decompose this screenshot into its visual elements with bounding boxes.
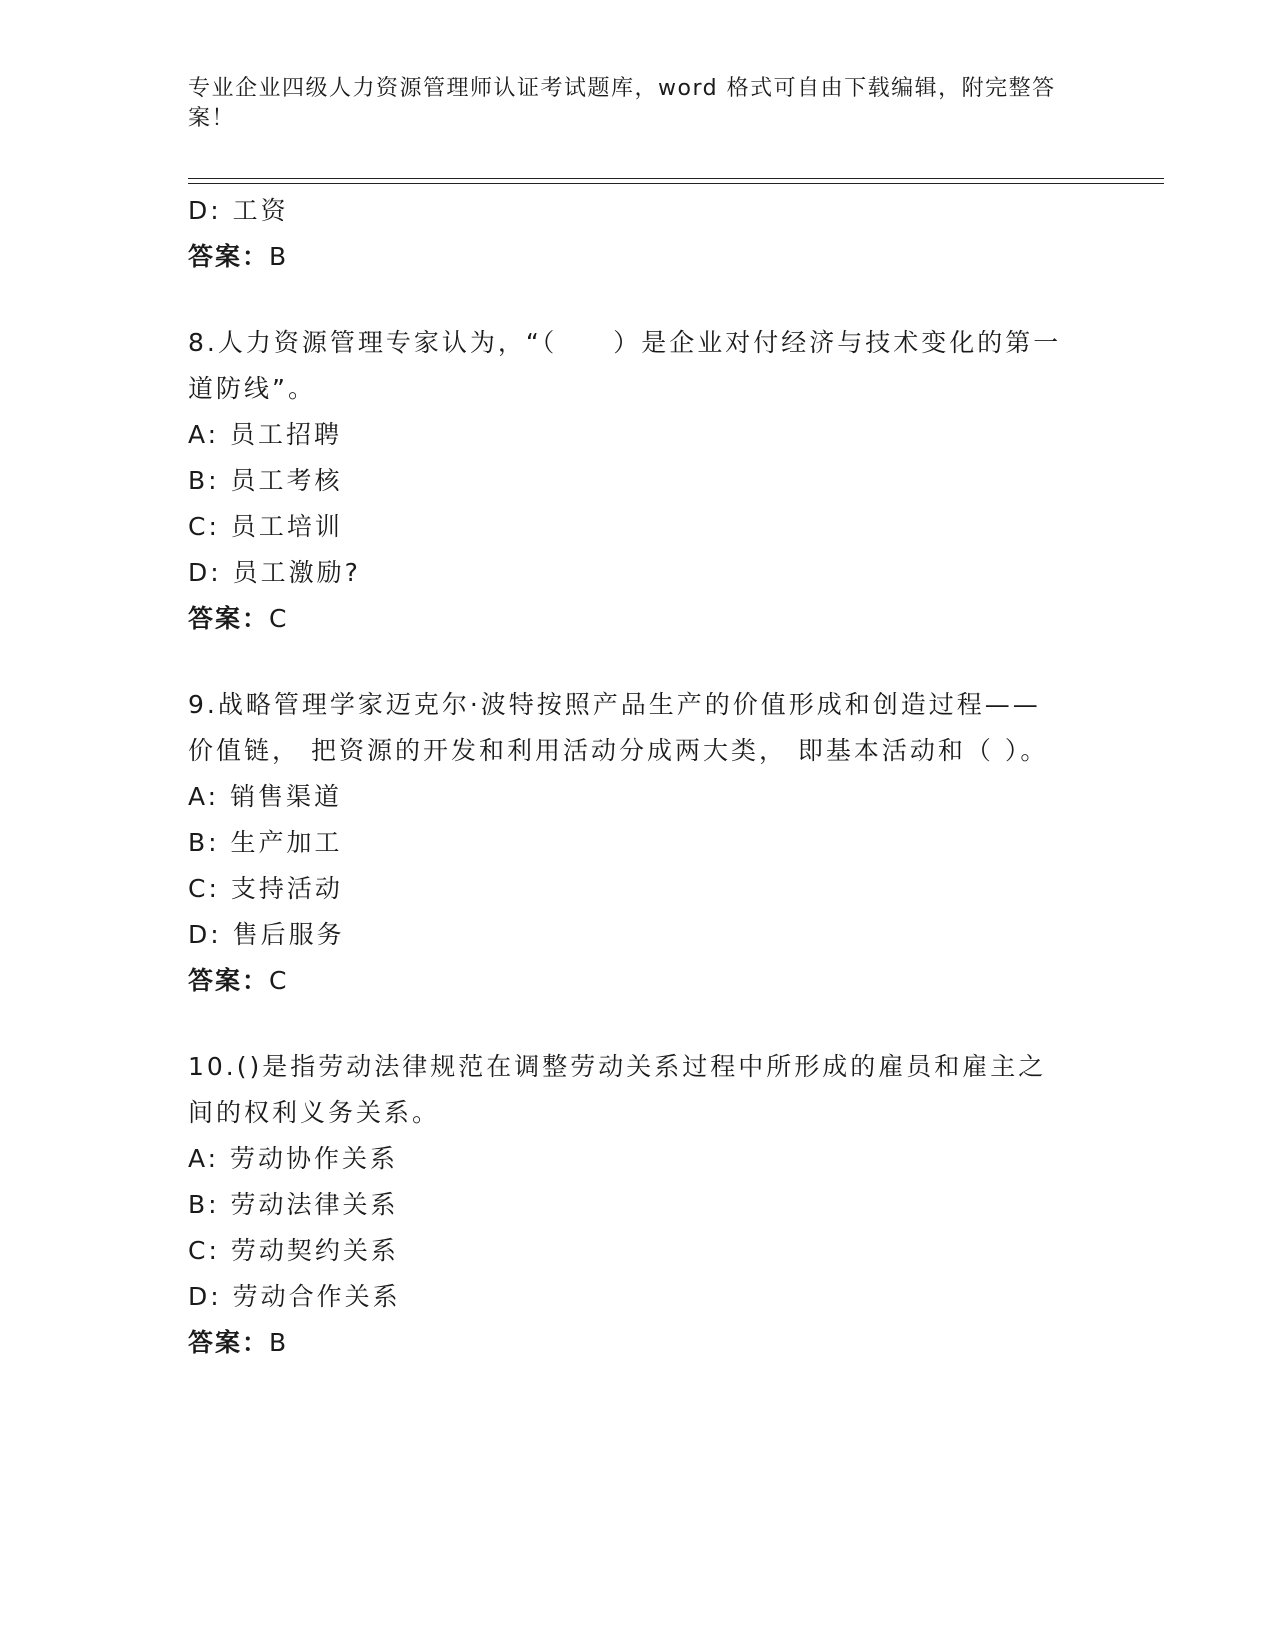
answer-line: [188, 958, 1088, 1004]
answer-line: [188, 234, 1088, 280]
option-d: D: 劳动合作关系: [188, 1282, 401, 1311]
option-c: C: 员工培训: [188, 512, 343, 541]
answer-label: 答案：: [188, 604, 270, 633]
question-text: 8.人力资源管理专家认为，“（ ）是企业对付经济与技术变化的第一道防线”。: [188, 328, 1062, 403]
answer-line: [188, 1320, 1088, 1366]
option-a: A: 员工招聘: [188, 420, 343, 449]
option-b: B: 生产加工: [188, 828, 343, 857]
question-text: 10.()是指劳动法律规范在调整劳动关系过程中所形成的雇员和雇主之间的权利义务关系。: [188, 1052, 1047, 1127]
document-body: [188, 188, 1088, 1366]
option-a: A: 销售渠道: [188, 782, 343, 811]
header-divider: [188, 178, 1164, 184]
question-10: [188, 1044, 1088, 1366]
answer-label: 答案：: [188, 242, 270, 271]
answer-value: C: [269, 966, 289, 995]
answer-value: C: [269, 604, 289, 633]
answer-value: B: [269, 242, 289, 271]
option-a: A: 劳动协作关系: [188, 1144, 399, 1173]
answer-label: 答案：: [188, 1328, 270, 1357]
option-c: C: 支持活动: [188, 874, 343, 903]
answer-label: 答案：: [188, 966, 270, 995]
answer-line: [188, 596, 1088, 642]
option-c: C: 劳动契约关系: [188, 1236, 399, 1265]
option-d: D: 工资: [188, 196, 289, 225]
question-9: [188, 682, 1088, 1004]
answer-value: B: [269, 1328, 289, 1357]
question-8: [188, 320, 1088, 642]
option-d: D: 员工激励?: [188, 558, 361, 587]
option-d: D: 售后服务: [188, 920, 345, 949]
page-header: 专业企业四级人力资源管理师认证考试题库，word 格式可自由下载编辑，附完整答案！: [188, 76, 1056, 131]
option-b: B: 员工考核: [188, 466, 343, 495]
question-text: 9.战略管理学家迈克尔·波特按照产品生产的价值形成和创造过程——价值链， 把资源的开发和利用活动分成两大类， 即基本活动和（ ）。: [188, 690, 1049, 765]
option-b: B: 劳动法律关系: [188, 1190, 399, 1219]
